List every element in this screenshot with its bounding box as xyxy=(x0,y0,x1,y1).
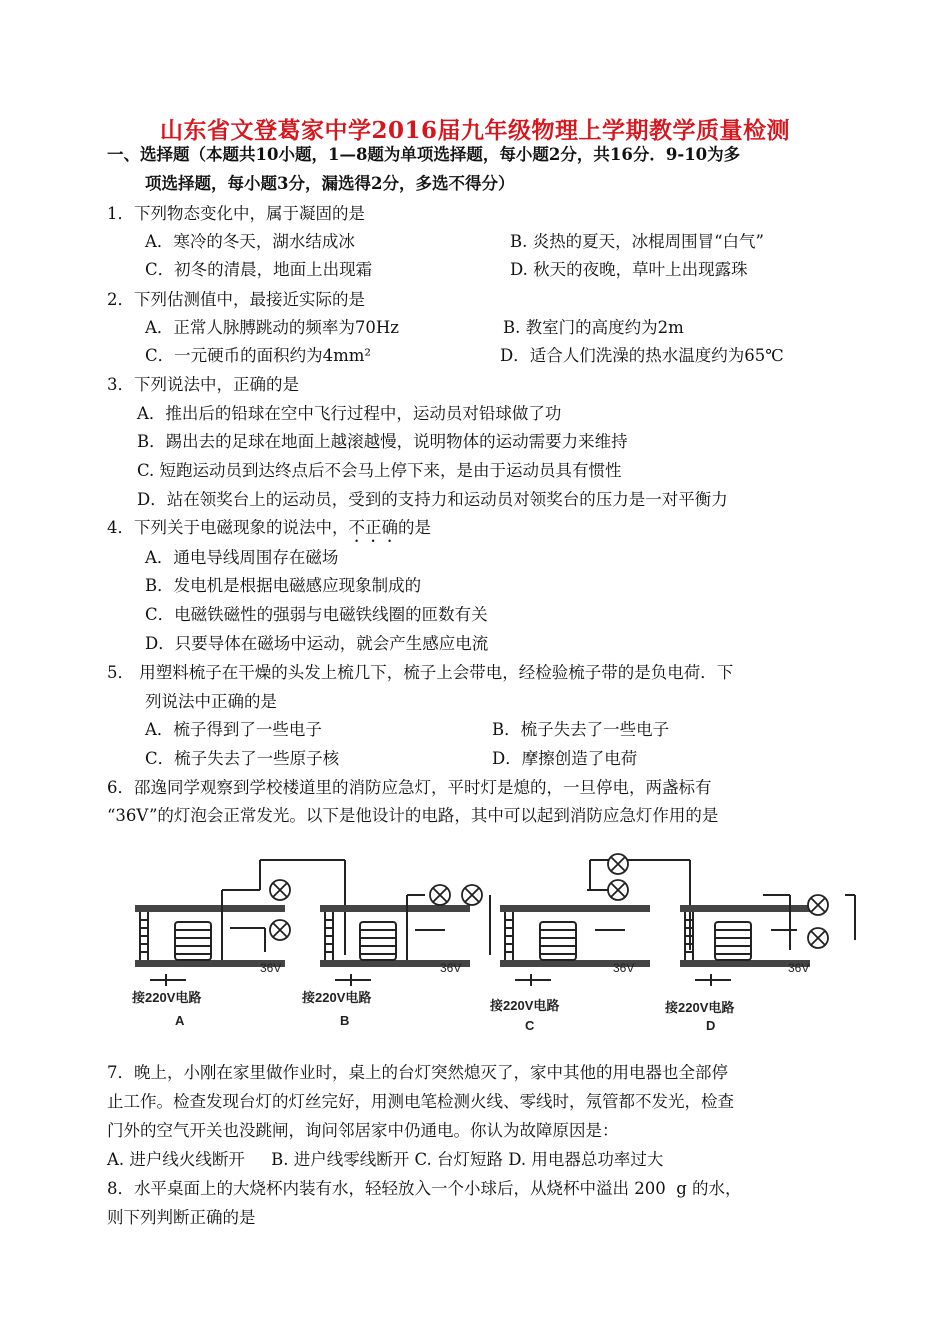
question-5-stem: 5． 用塑料梳子在干燥的头发上梳几下，梳子上会带电，经检验梳子带的是负电荷．下 xyxy=(107,663,734,682)
figure-c-voltage: 36V xyxy=(613,961,635,975)
question-4-option-a: A．通电导线周围存在磁场 xyxy=(145,548,339,567)
figure-c-caption: 接220V电路 xyxy=(490,998,560,1013)
question-8-stem: 8．水平桌面上的大烧杯内装有水，轻轻放入一个小球后，从烧杯中溢出 200 g 的水， xyxy=(107,1179,742,1198)
circuit-figure-c xyxy=(500,860,690,986)
question-1-stem: 1．下列物态变化中，属于凝固的是 xyxy=(107,204,365,223)
question-3-option-c: C. 短跑运动员到达终点后不会马上停下来，是由于运动员具有惯性 xyxy=(137,461,622,480)
figure-b-voltage: 36V xyxy=(440,961,462,975)
section-heading: 一、选择题（本题共10小题，1—8题为单项选择题，每小题2分，共16分．9-10为多 xyxy=(107,145,741,164)
circuit-figures xyxy=(130,850,860,1040)
question-3-option-d: D．站在领奖台上的运动员，受到的支持力和运动员对领奖台的压力是一对平衡力 xyxy=(137,490,728,509)
question-5-stem-cont: 列说法中正确的是 xyxy=(145,692,277,711)
question-4-stem-post: 的是 xyxy=(398,518,431,537)
question-3-option-b: B．踢出去的足球在地面上越滚越慢，说明物体的运动需要力来维持 xyxy=(137,432,628,451)
question-6-stem-cont: “36V”的灯泡会正常发光。以下是他设计的电路，其中可以起到消防应急灯作用的是 xyxy=(107,806,719,825)
question-4-option-b: B．发电机是根据电磁感应现象制成的 xyxy=(145,576,422,595)
page-title: 山东省文登葛家中学2016届九年级物理上学期教学质量检测 xyxy=(159,117,790,144)
question-4-stem xyxy=(107,518,431,546)
figure-d-voltage: 36V xyxy=(788,961,810,975)
question-1-option-a: A．寒冷的冬天，湖水结成冰 xyxy=(145,232,355,251)
question-3-stem: 3．下列说法中，正确的是 xyxy=(107,375,299,394)
circuit-figure-d xyxy=(680,895,855,986)
question-1-option-d: D. 秋天的夜晚，草叶上出现露珠 xyxy=(510,260,748,279)
figure-a-caption: 接220V电路 xyxy=(132,990,202,1005)
question-2-stem: 2．下列估测值中，最接近实际的是 xyxy=(107,290,365,309)
question-5-option-d: D．摩擦创造了电荷 xyxy=(492,749,638,768)
question-3-option-a: A．推出后的铅球在空中飞行过程中，运动员对铅球做了功 xyxy=(137,404,562,423)
question-7-stem-cont2: 门外的空气开关也没跳闸，询问邻居家中仍通电。你认为故障原因是： xyxy=(107,1121,619,1140)
figure-a-label: A xyxy=(175,1013,185,1028)
question-2-option-a: A．正常人脉膊跳动的频率为70Hz xyxy=(145,318,399,337)
question-7-options: A. 进户线火线断开 B. 进户线零线断开 C. 台灯短路 D. 用电器总功率过大 xyxy=(107,1150,664,1169)
question-8-stem-cont: 则下列判断正确的是 xyxy=(107,1208,256,1227)
figure-a-voltage: 36V xyxy=(260,961,282,975)
circuit-figure-b-lamps xyxy=(430,885,482,905)
section-heading-cont: 项选择题，每小题3分，漏选得2分，多选不得分） xyxy=(145,174,515,193)
question-7-stem-cont1: 止工作。检查发现台灯的灯丝完好，用测电笔检测火线、零线时，氖管都不发光，检查 xyxy=(107,1092,734,1111)
figure-d-caption: 接220V电路 xyxy=(665,1000,735,1015)
question-1-option-b: B. 炎热的夏天，冰棍周围冒“白气” xyxy=(510,232,764,251)
question-6-stem: 6．邵逸同学观察到学校楼道里的消防应急灯，平时灯是熄的，一旦停电，两盏标有 xyxy=(107,778,712,797)
question-4-option-d: D．只要导体在磁场中运动，就会产生感应电流 xyxy=(145,634,489,653)
figure-c-label: C xyxy=(525,1018,535,1033)
question-5-option-a: A．梳子得到了一些电子 xyxy=(145,720,322,739)
question-4-option-c: C．电磁铁磁性的强弱与电磁铁线圈的匝数有关 xyxy=(145,605,488,624)
figure-d-label: D xyxy=(706,1018,716,1033)
question-2-option-d: D．适合人们洗澡的热水温度约为65℃ xyxy=(500,346,784,365)
question-2-option-c: C．一元硬币的面积约为4mm² xyxy=(145,346,372,365)
question-2-option-b: B. 教室门的高度约为2m xyxy=(503,318,684,337)
question-4-stem-pre: 4．下列关于电磁现象的说法中， xyxy=(107,518,349,537)
question-5-option-c: C．梳子失去了一些原子核 xyxy=(145,749,340,768)
circuit-figure-a xyxy=(135,860,345,986)
circuit-figure-d-lamps xyxy=(808,895,828,948)
circuit-figure-c-lamps xyxy=(608,854,628,900)
question-5-option-b: B．梳子失去了一些电子 xyxy=(492,720,670,739)
figure-b-label: B xyxy=(340,1013,350,1028)
question-4-emphasis: 不正确 xyxy=(348,518,398,537)
question-1-option-c: C．初冬的清晨，地面上出现霜 xyxy=(145,260,373,279)
question-7-stem: 7．晚上，小刚在家里做作业时，桌上的台灯突然熄灭了，家中其他的用电器也全部停 xyxy=(107,1063,728,1082)
figure-b-caption: 接220V电路 xyxy=(302,990,372,1005)
